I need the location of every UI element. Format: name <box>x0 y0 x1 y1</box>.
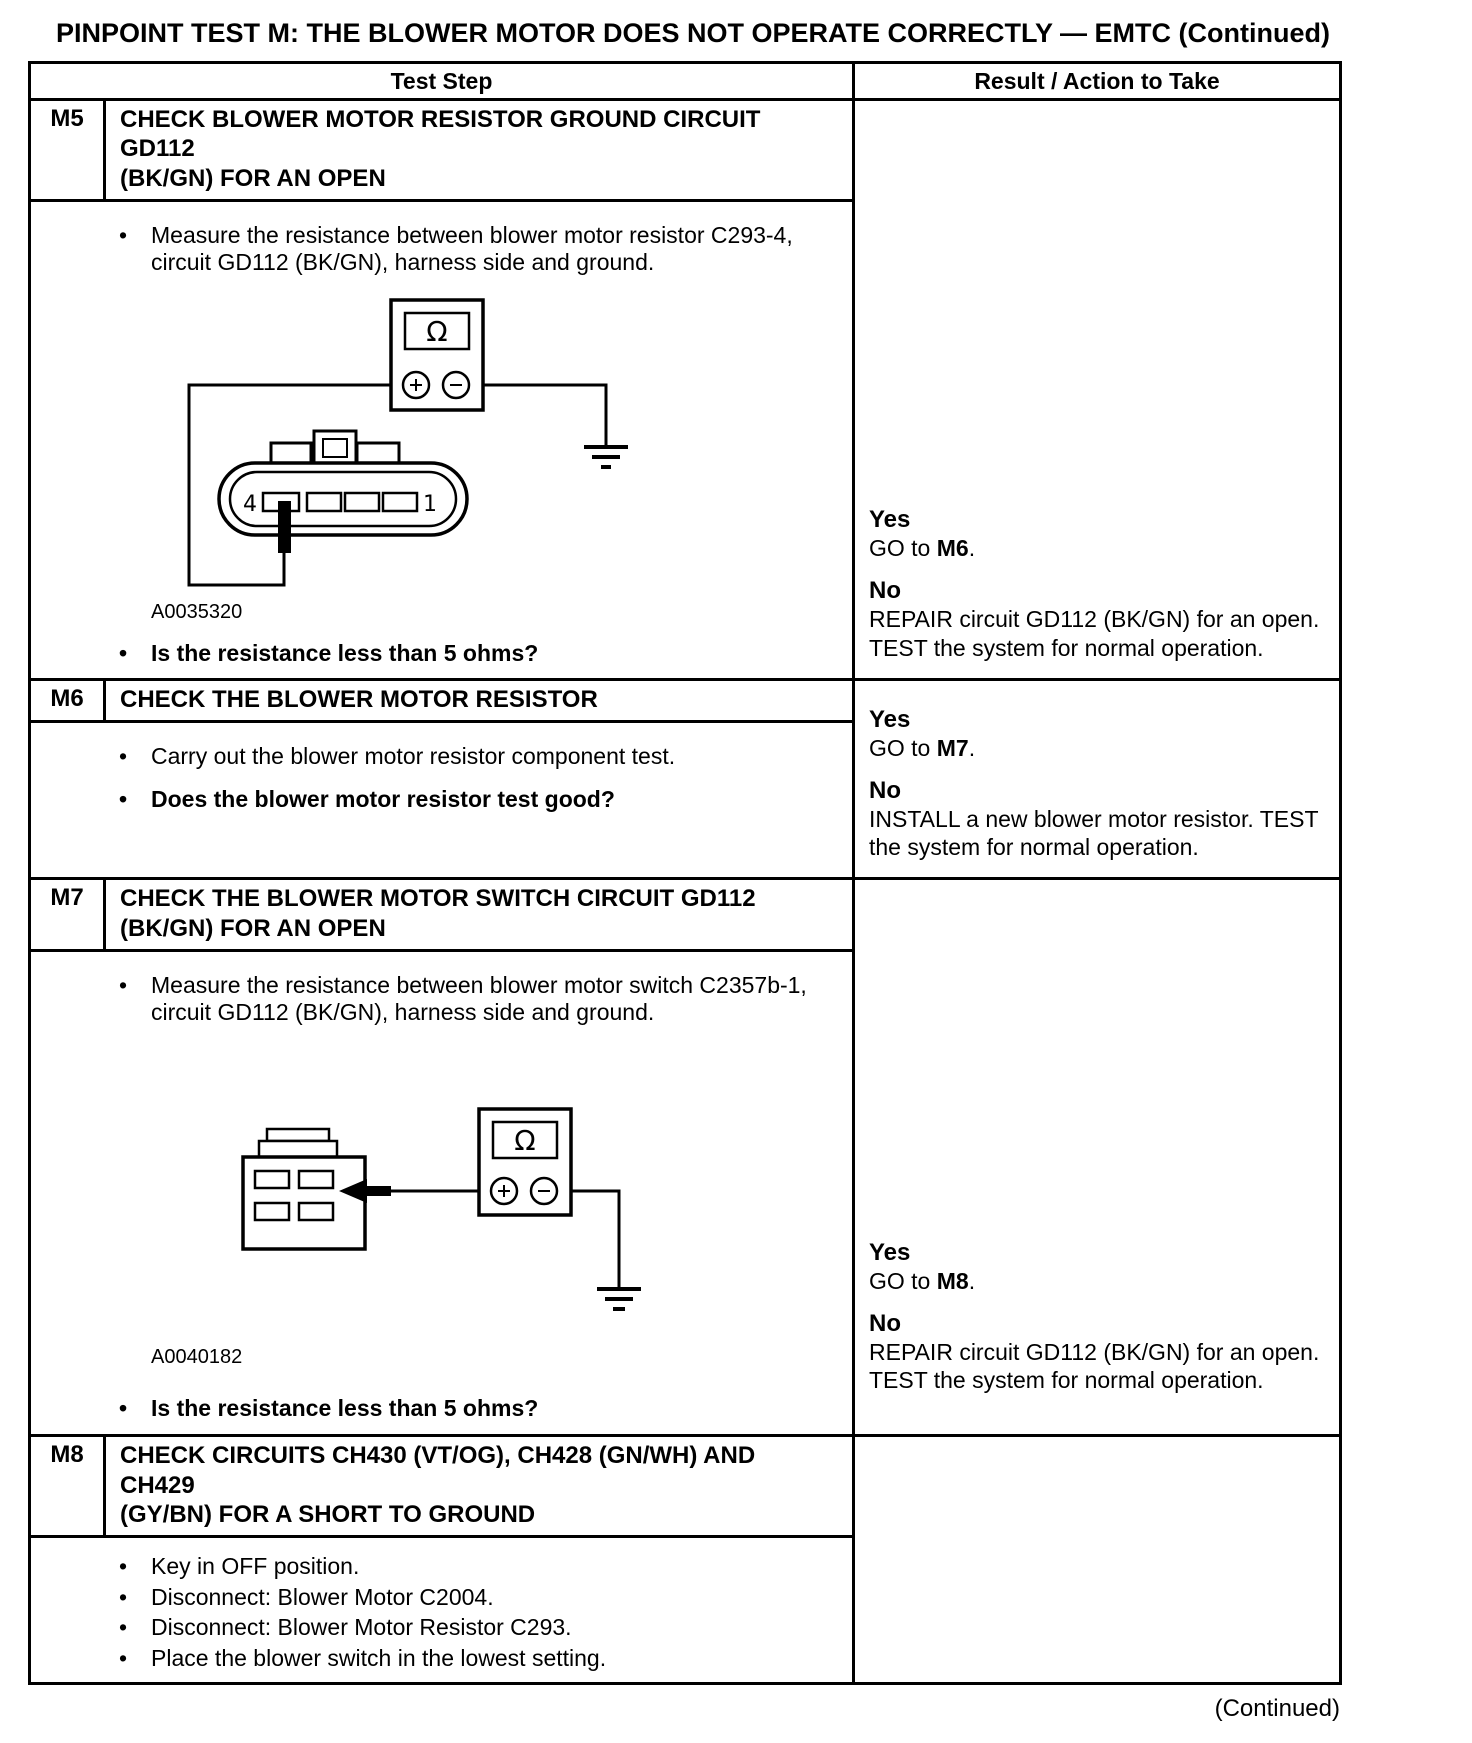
question-bullet: • Does the blower motor resistor test good? <box>119 786 842 814</box>
blower-resistor-connector-diagram <box>219 431 467 553</box>
result-no-action: REPAIR circuit GD112 (BK/GN) for an open. TEST the system for normal operation. <box>869 1339 1320 1394</box>
step-m5 <box>31 101 1339 678</box>
pinpoint-test-table <box>28 61 1342 1685</box>
bullet-item: • Measure the resistance between blower motor switch C2357b-1, circuit GD112 (BK/GN), harness side and ground. <box>119 972 842 1027</box>
step-m7-result-cell <box>855 880 1339 1434</box>
ground-symbol <box>584 447 628 467</box>
multimeter-icon <box>479 1109 571 1215</box>
bullet-item: • Place the blower switch in the lowest setting. <box>119 1645 842 1673</box>
result-yes-label: Yes <box>869 705 911 733</box>
step-title: CHECK CIRCUITS CH430 (VT/OG), CH428 (GN/WH) AND CH429 (GY/BN) FOR A SHORT TO GROUND <box>120 1442 756 1528</box>
step-id: M7 <box>31 880 106 949</box>
step-m7-test-step-cell <box>31 880 855 1434</box>
step-title: CHECK BLOWER MOTOR RESISTOR GROUND CIRCUIT GD112 (BK/GN) FOR AN OPEN <box>120 106 761 192</box>
step-title: CHECK THE BLOWER MOTOR SWITCH CIRCUIT GD112 (BK/GN) FOR AN OPEN <box>120 885 756 942</box>
ohm-symbol: Ω <box>514 1123 536 1157</box>
figure-label: A0040182 <box>151 1345 243 1368</box>
question-bullet: • Is the resistance less than 5 ohms? <box>119 1395 842 1423</box>
result-no-action: REPAIR circuit GD112 (BK/GN) for an open. TEST the system for normal operation. <box>869 606 1320 661</box>
result-no-action: INSTALL a new blower motor resistor. TEST the system for normal operation. <box>869 806 1319 861</box>
step-m6-test-step-cell <box>31 681 855 878</box>
step-id: M8 <box>31 1437 106 1535</box>
step-m6-result-cell <box>855 681 1339 878</box>
step-m8-test-step-cell <box>31 1437 855 1682</box>
col-header-test-step: Test Step <box>31 64 855 98</box>
table-header-row <box>31 64 1339 101</box>
bullet-item: • Key in OFF position. <box>119 1553 842 1581</box>
step-id: M5 <box>31 101 106 199</box>
bullet-item: • Disconnect: Blower Motor C2004. <box>119 1584 842 1612</box>
step-m5-result-cell <box>855 101 1339 678</box>
result-no-label: No <box>869 577 901 605</box>
col-header-result: Result / Action to Take <box>974 68 1220 94</box>
step-m7 <box>31 877 1339 1434</box>
step-m6 <box>31 678 1339 878</box>
result-no-label: No <box>869 776 901 804</box>
step-title: CHECK THE BLOWER MOTOR RESISTOR <box>120 685 598 713</box>
page-title: PINPOINT TEST M: THE BLOWER MOTOR DOES NOT OPERATE CORRECTLY — EMTC (Continued) <box>56 18 1330 48</box>
result-no-label: No <box>869 1309 901 1337</box>
continued-note: (Continued) <box>1214 1695 1340 1723</box>
step-m8 <box>31 1434 1339 1682</box>
bullet-item: • Carry out the blower motor resistor component test. <box>119 743 842 771</box>
step-m8-result-cell <box>855 1437 1339 1682</box>
bullet-item: • Measure the resistance between blower motor resistor C293-4, circuit GD112 (BK/GN), harness side and ground. <box>119 222 842 277</box>
result-yes-label: Yes <box>869 1238 911 1266</box>
step-id: M6 <box>31 681 106 720</box>
m5-measurement-diagram <box>151 297 631 597</box>
result-yes-action: GO to M6. <box>869 535 976 562</box>
m7-measurement-diagram <box>241 1107 661 1322</box>
step-m7-body <box>31 952 852 1434</box>
step-m8-body <box>31 1538 852 1682</box>
question-bullet: • Is the resistance less than 5 ohms? <box>119 640 842 668</box>
probe-tip-icon <box>278 501 291 553</box>
step-m5-body <box>31 202 852 678</box>
ground-symbol <box>597 1289 641 1309</box>
multimeter-icon <box>391 300 483 410</box>
ground-lead-wire <box>469 385 606 447</box>
result-yes-action: GO to M8. <box>869 1267 976 1294</box>
bullet-item: • Disconnect: Blower Motor Resistor C293. <box>119 1614 842 1642</box>
pin-1-label: 1 <box>423 491 437 517</box>
step-m5-header <box>31 101 852 202</box>
step-m7-header <box>31 880 852 952</box>
result-yes-label: Yes <box>869 505 911 533</box>
step-m6-body <box>31 723 852 877</box>
step-m8-header <box>31 1437 852 1538</box>
step-m6-header <box>31 681 852 723</box>
result-yes-action: GO to M7. <box>869 734 976 761</box>
ohm-symbol: Ω <box>426 314 448 348</box>
figure-label: A0035320 <box>151 600 243 623</box>
pin-4-label: 4 <box>243 491 257 517</box>
step-m5-test-step-cell <box>31 101 855 678</box>
